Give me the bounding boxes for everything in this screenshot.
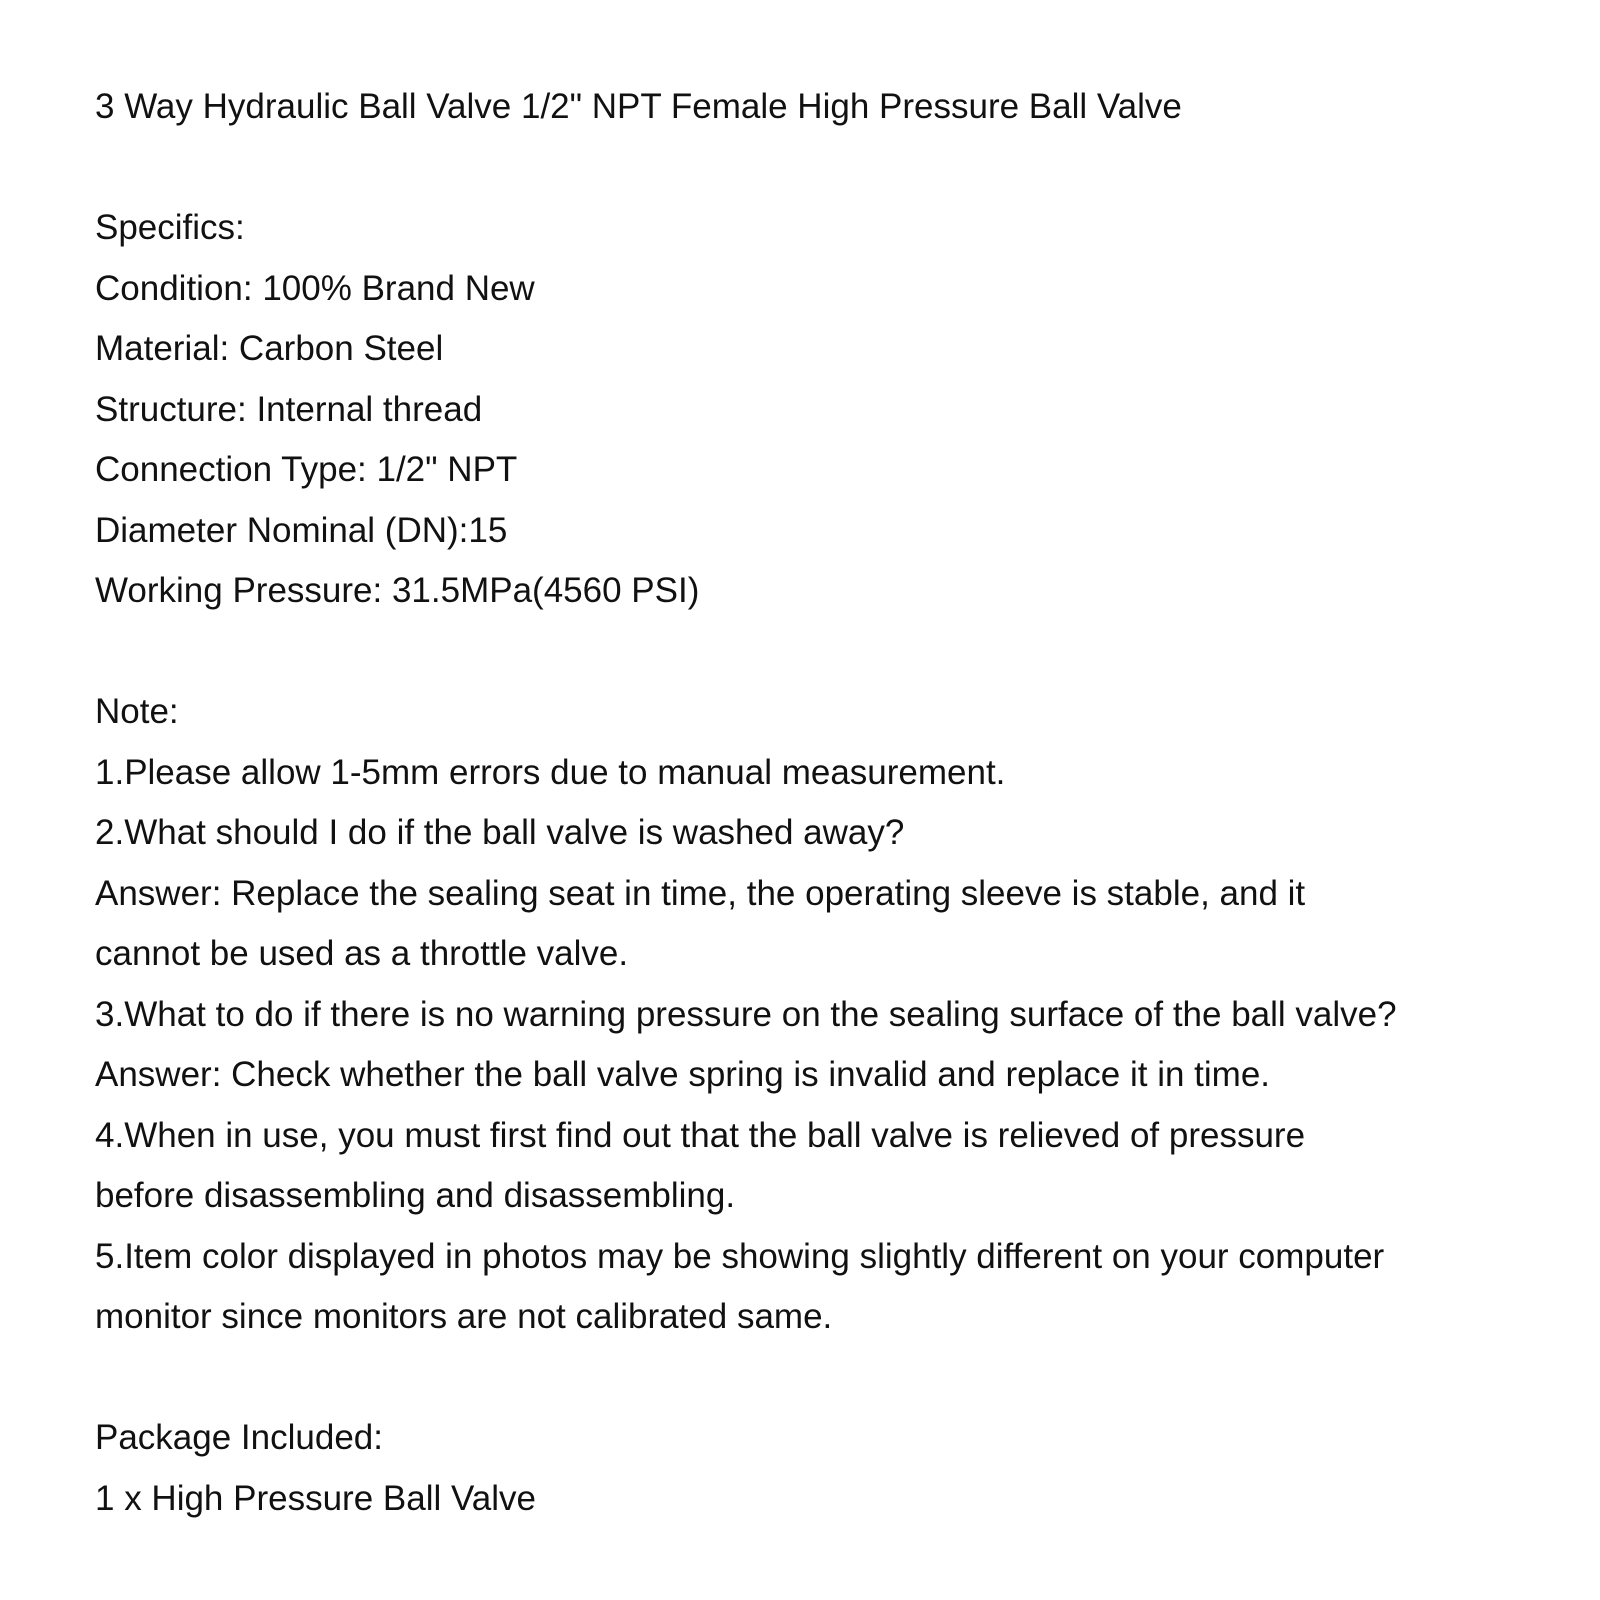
note-heading: Note: [95,692,179,731]
package-item: 1 x High Pressure Ball Valve [95,1478,536,1518]
note-line: 2.What should I do if the ball valve is washed away? [95,813,905,852]
product-description [95,77,1535,1529]
spec-structure: Structure: Internal thread [95,389,483,429]
note-line: 5.Item color displayed in photos may be showing slightly different on your computer [95,1236,1385,1276]
note-line: Answer: Check whether the ball valve spring is invalid and replace it in time. [95,1055,1271,1094]
spacer [95,1348,1535,1409]
spec-working-pressure: Working Pressure: 31.5MPa(4560 PSI) [95,571,700,610]
specifics-heading: Specifics: [95,208,245,247]
note-line: 3.What to do if there is no warning pressure on the sealing surface of the ball valve? [95,994,1397,1034]
spacer [95,622,1535,683]
note-line: before disassembling and disassembling. [95,1176,736,1215]
note-line: 4.When in use, you must first find out that the ball valve is relieved of pressure [95,1115,1306,1155]
note-line: Answer: Replace the sealing seat in time, the operating sleeve is stable, and it [95,873,1306,913]
note-line: cannot be used as a throttle valve. [95,934,629,973]
package-heading: Package Included: [95,1418,383,1457]
spacer [95,138,1535,199]
spec-material: Material: Carbon Steel [95,329,444,368]
spec-diameter-nominal: Diameter Nominal (DN):15 [95,510,508,550]
spec-condition: Condition: 100% Brand New [95,268,535,308]
spec-connection-type: Connection Type: 1/2" NPT [95,450,518,489]
product-title: 3 Way Hydraulic Ball Valve 1/2" NPT Female High Pressure Ball Valve [95,87,1182,126]
note-line: 1.Please allow 1-5mm errors due to manual measurement. [95,752,1006,792]
note-line: monitor since monitors are not calibrated same. [95,1297,833,1336]
